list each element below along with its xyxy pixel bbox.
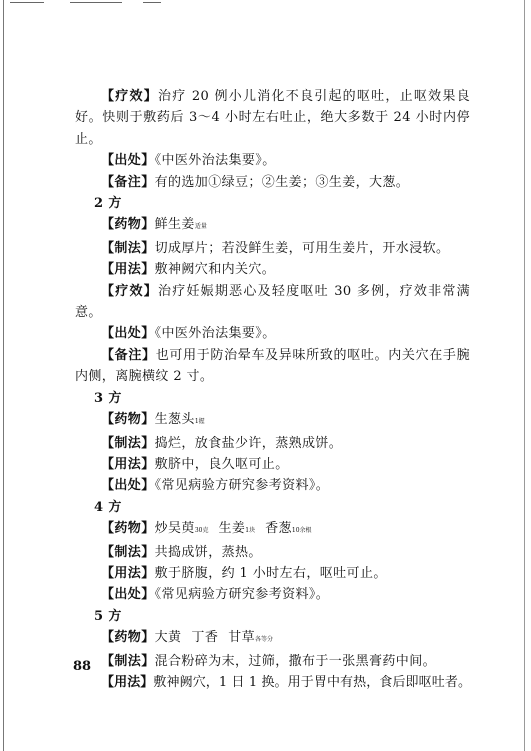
- note-paragraph: [75, 345, 470, 388]
- section-tag: 【出处】: [101, 153, 155, 169]
- section-tag: 【药物】: [101, 217, 155, 233]
- note-line: [75, 172, 470, 193]
- section-text: 《中医外治法集要》。: [154, 326, 276, 342]
- page-number: 88: [73, 659, 92, 674]
- scan-left-edge: [3, 0, 4, 751]
- section-text: 治疗妊娠期恶心及轻度呕吐 30 多例，疗效非常满意。: [75, 283, 470, 321]
- ingredients-line: [75, 518, 470, 541]
- ingredient-name: 炒吴萸: [154, 521, 195, 537]
- section-tag: 【制法】: [101, 653, 155, 669]
- page-body: [75, 86, 470, 693]
- section-tag: 【制法】: [101, 544, 155, 560]
- recipe-heading: 4 方: [94, 499, 122, 515]
- ingredient-amount: 1握: [194, 418, 205, 426]
- ingredients-line: [75, 214, 470, 237]
- scan-top-mark: [143, 2, 161, 3]
- ingredient-name: 鲜生姜: [154, 217, 195, 233]
- ingredient-amount: 适量: [194, 223, 207, 231]
- ingredient-name: 生葱头: [154, 412, 195, 428]
- section-tag: 【药物】: [101, 521, 155, 537]
- source-line: [75, 584, 470, 605]
- recipe-heading: 5 方: [94, 608, 122, 624]
- section-tag: 【备注】: [101, 347, 156, 363]
- usage-line: [75, 259, 470, 280]
- section-text: 《常见病验方研究参考资料》。: [154, 587, 330, 603]
- scan-top-mark: [70, 2, 122, 3]
- recipe-heading: 3 方: [94, 390, 122, 406]
- section-text: 有的选加①绿豆；②生姜；③生姜，大葱。: [154, 174, 410, 190]
- section-tag: 【出处】: [101, 326, 155, 342]
- ingredients-line: [75, 627, 470, 650]
- section-text: 捣烂，放食盐少许，蒸熟成饼。: [154, 435, 343, 451]
- source-line: [75, 323, 470, 344]
- section-tag: 【用法】: [101, 565, 155, 581]
- section-text: 也可用于防治晕车及异味所致的呕吐。内关穴在手腕内侧，离腕横纹 2 寸。: [75, 347, 471, 385]
- section-text: 《中医外治法集要》。: [154, 153, 276, 169]
- section-text: 混合粉碎为末，过筛，撒布于一张黑膏药中间。: [154, 653, 437, 669]
- source-line: [75, 150, 470, 171]
- preparation-line: [75, 651, 470, 672]
- section-text: 敷脐中，良久呕可止。: [154, 456, 289, 472]
- section-text: 切成厚片；若没鲜生姜，可用生姜片，开水浸软。: [154, 240, 450, 256]
- scan-right-edge: [524, 0, 525, 751]
- section-text: 《常见病验方研究参考资料》。: [154, 478, 330, 494]
- ingredient-name: 大黄: [154, 630, 182, 646]
- section-tag: 【药物】: [101, 412, 155, 428]
- section-text: 共捣成饼，蒸热。: [154, 544, 262, 560]
- preparation-line: [75, 238, 470, 259]
- ingredient-amount: 各等分: [255, 636, 274, 644]
- section-tag: 【出处】: [101, 478, 155, 494]
- section-tag: 【用法】: [101, 674, 154, 690]
- usage-line: [75, 454, 470, 475]
- section-tag: 【用法】: [101, 456, 155, 472]
- section-tag: 【出处】: [101, 587, 155, 603]
- ingredient-name: 生姜: [218, 521, 246, 537]
- section-text: 治疗 20 例小儿消化不良引起的呕吐，止呕效果良好。快则于敷药后 3～4 小时左右吐止，绝大多数于 24 小时内停止。: [75, 89, 470, 147]
- source-line: [75, 475, 470, 496]
- ingredients-line: [75, 409, 470, 432]
- section-tag: 【备注】: [101, 174, 155, 190]
- ingredient-amount: 30克: [194, 527, 209, 535]
- section-tag: 【疗效】: [101, 283, 158, 299]
- section-tag: 【制法】: [101, 240, 155, 256]
- ingredient-name: 香葱: [265, 521, 292, 537]
- usage-line: [75, 563, 470, 584]
- ingredient-name: 甘草: [228, 630, 256, 646]
- section-text: 敷于脐腹，约 1 小时左右，呕吐可止。: [154, 565, 387, 581]
- recipe-heading: 2 方: [94, 196, 122, 212]
- section-tag: 【制法】: [101, 435, 155, 451]
- efficacy-paragraph: [75, 86, 470, 150]
- scan-top-mark: [10, 2, 44, 3]
- section-tag: 【用法】: [101, 262, 155, 278]
- usage-line: [75, 672, 470, 693]
- section-text: 敷神阙穴和内关穴。: [154, 262, 276, 278]
- ingredient-amount: 10余根: [291, 527, 312, 535]
- ingredient-name: 丁香: [191, 630, 219, 646]
- preparation-line: [75, 433, 470, 454]
- section-tag: 【药物】: [101, 630, 155, 646]
- efficacy-paragraph: [75, 281, 470, 324]
- preparation-line: [75, 542, 470, 563]
- section-tag: 【疗效】: [101, 89, 158, 104]
- section-text: 敷神阙穴，1 日 1 换。用于胃中有热，食后即呕吐者。: [153, 674, 472, 690]
- ingredient-amount: 1块: [245, 527, 256, 535]
